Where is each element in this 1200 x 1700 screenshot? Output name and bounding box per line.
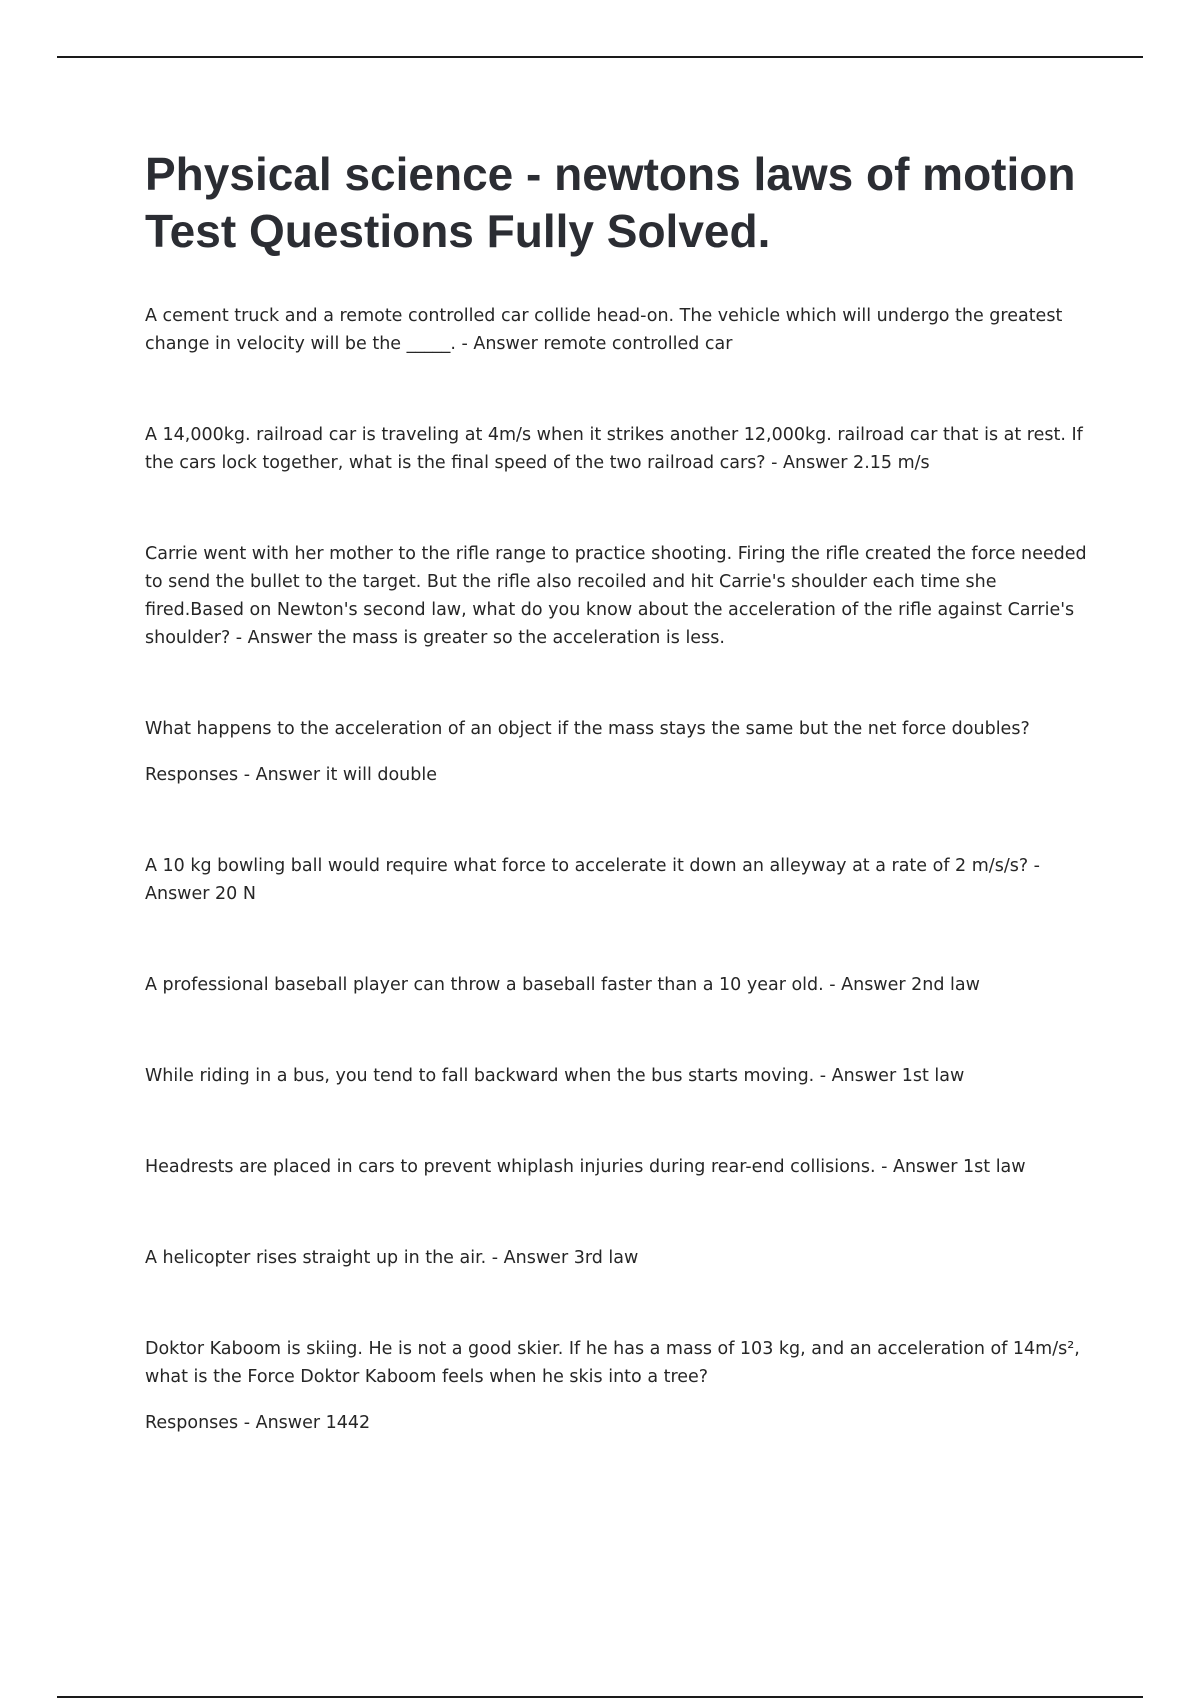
- question-item: [145, 302, 1090, 358]
- question-item: [145, 1062, 1090, 1090]
- document-body: [145, 146, 1090, 1437]
- question-text: Headrests are placed in cars to prevent whiplash injuries during rear-end collisions. - Answer 1st law: [145, 1157, 1026, 1177]
- question-item: [145, 971, 1090, 999]
- answer-text: Responses - Answer 1442: [145, 1413, 371, 1433]
- question-item: [145, 715, 1090, 789]
- question-text: What happens to the acceleration of an object if the mass stays the same but the net force doubles?: [145, 719, 1030, 739]
- bottom-rule: [57, 1696, 1143, 1698]
- question-item: [145, 421, 1090, 477]
- question-text: A 10 kg bowling ball would require what force to accelerate it down an alleyway at a rate of 2 m/s/s? - Answer 20 N: [145, 856, 1040, 904]
- answer-text: Responses - Answer it will double: [145, 765, 438, 785]
- question-text: A 14,000kg. railroad car is traveling at 4m/s when it strikes another 12,000kg. railroad car that is at rest. If the cars lock together, what is the final speed of the two railroad cars? - Answer 2.15 m/s: [145, 425, 1083, 473]
- question-text: While riding in a bus, you tend to fall backward when the bus starts moving. - Answer 1st law: [145, 1066, 965, 1086]
- question-text: A helicopter rises straight up in the air. - Answer 3rd law: [145, 1248, 639, 1268]
- question-text: A cement truck and a remote controlled car collide head-on. The vehicle which will undergo the greatest change in velocity will be the _____. - Answer remote controlled car: [145, 306, 1063, 354]
- question-item: [145, 540, 1090, 652]
- question-list: [145, 302, 1090, 1437]
- question-item: [145, 852, 1090, 908]
- question-text: A professional baseball player can throw a baseball faster than a 10 year old. - Answer 2nd law: [145, 975, 980, 995]
- question-text: Doktor Kaboom is skiing. He is not a good skier. If he has a mass of 103 kg, and an acceleration of 14m/s², what is the Force Doktor Kaboom feels when he skis into a tree?: [145, 1339, 1080, 1387]
- page-title: Physical science - newtons laws of motion Test Questions Fully Solved.: [145, 148, 1076, 257]
- question-text: Carrie went with her mother to the rifle range to practice shooting. Firing the rifle created the force needed to send the bullet to the target. But the rifle also recoiled and hit Carrie's shoulder each time she fired.Based on Newton's second law, what do you know about the acceleration of the rifle against Carrie's shoulder? - Answer the mass is greater so the acceleration is less.: [145, 544, 1087, 648]
- top-rule: [57, 56, 1143, 58]
- question-item: [145, 1335, 1090, 1437]
- question-item: [145, 1244, 1090, 1272]
- question-item: [145, 1153, 1090, 1181]
